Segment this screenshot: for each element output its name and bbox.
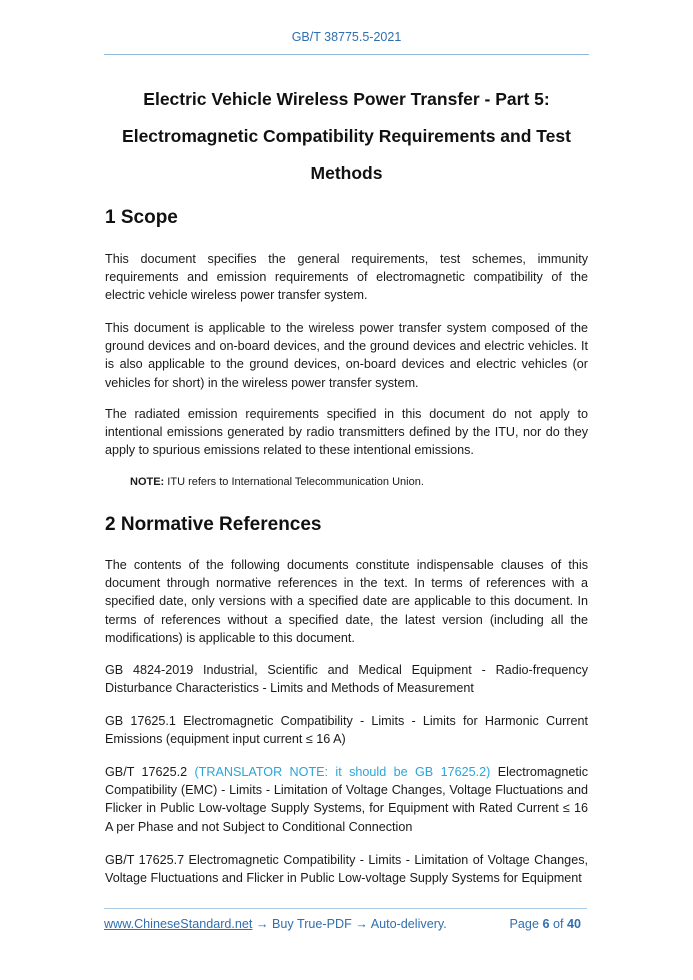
- title-line-1: Electric Vehicle Wireless Power Transfer - Part 5:: [143, 89, 550, 109]
- note-text: ITU refers to International Telecommunication Union.: [164, 476, 424, 488]
- scope-paragraph-1: This document specifies the general requirements, test schemes, immunity requirements and emission requirements of electromagnetic compatibility of the electric vehicle wireless power transfer system.: [105, 252, 588, 303]
- page-label: Page: [509, 917, 543, 931]
- reference-gb-17625-7: GB/T 17625.7 Electromagnetic Compatibility - Limits - Limitation of Voltage Changes, Voltage Fluctuations and Flicker in Public Low-voltage Supply Systems for Equipment: [105, 853, 588, 886]
- website-link[interactable]: www.ChineseStandard.net: [104, 917, 253, 931]
- title-line-3: Methods: [310, 163, 383, 183]
- document-title: [104, 81, 589, 192]
- footer-tagline: → Buy True-PDF → Auto-delivery.: [252, 917, 447, 931]
- title-line-2: Electromagnetic Compatibility Requirements and Test: [122, 126, 571, 146]
- page-indicator: [510, 917, 581, 931]
- note-label: NOTE:: [130, 476, 165, 488]
- page-current: 6: [542, 917, 550, 931]
- reference-title: Electromagnetic Compatibility (EMC) - Limits - Limitation of Voltage Changes, Voltage Fluctuations and Flicker in Public Low-voltage Supply Systems, for Equipment with Rated Current ≤ 16 A per Phase and not Subject to Conditional Connection: [105, 765, 588, 834]
- section-heading-scope: 1 Scope: [105, 207, 178, 228]
- page-of: of: [549, 917, 567, 931]
- reference-gb-4824: GB 4824-2019 Industrial, Scientific and Medical Equipment - Radio-frequency Disturbance Characteristics - Limits and Methods of Measurement: [105, 663, 588, 696]
- scope-paragraph-2: This document is applicable to the wireless power transfer system composed of the ground devices and on-board devices, and the ground devices and electric vehicles. It is also applicable to the ground devices, on-board devices and electric vehicles (or vehicles for short) in the wireless power transfer system.: [105, 321, 588, 390]
- reference-code: GB/T 17625.2: [105, 765, 195, 779]
- translator-note: (TRANSLATOR NOTE: it should be GB 17625.2): [194, 765, 491, 779]
- section-heading-normative-references: 2 Normative References: [105, 514, 322, 535]
- scope-paragraph-3: The radiated emission requirements specified in this document do not apply to intentional emissions generated by radio transmitters defined by the ITU, nor do they apply to spurious emissions related to these intentional emissions.: [105, 407, 588, 458]
- footer-divider: [104, 908, 587, 909]
- note: [130, 476, 424, 488]
- reference-gb-17625-2: [105, 763, 588, 836]
- page-footer: [104, 917, 587, 931]
- reference-gb-17625-1: GB 17625.1 Electromagnetic Compatibility - Limits - Limits for Harmonic Current Emissions (equipment input current ≤ 16 A): [105, 714, 588, 747]
- header-divider: [104, 54, 589, 55]
- page-total: 40: [566, 917, 581, 931]
- document-header-id: GB/T 38775.5-2021: [291, 30, 402, 44]
- normative-intro-paragraph: The contents of the following documents constitute indispensable clauses of this document through normative references in the text. In terms of references with a specified date, only versions with a specified date are applicable to this document. In terms of references without a specified date, the latest version (including all the modifications) is applicable to this document.: [105, 558, 588, 645]
